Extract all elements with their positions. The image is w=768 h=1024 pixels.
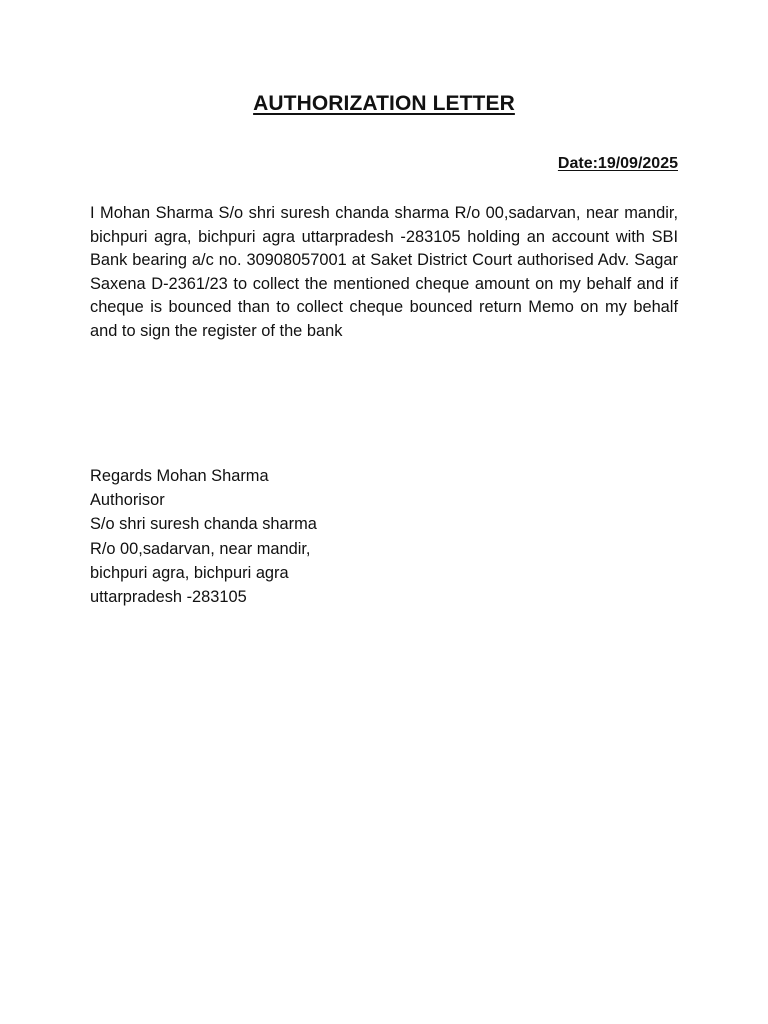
signature-address-line-2: bichpuri agra, bichpuri agra [90,563,289,582]
letter-date: Date:19/09/2025 [557,155,678,172]
signature-regards: Regards Mohan Sharma [90,467,269,485]
signature-relation: S/o shri suresh chanda sharma [90,515,317,534]
signature-address-line-1: R/o 00,sadarvan, near mandir, [90,539,311,558]
signature-role: Authorisor [90,491,165,510]
signature-block [90,464,490,609]
letter-title: AUTHORIZATION LETTER [253,92,515,115]
letter-body: I Mohan Sharma S/o shri suresh chanda sharma R/o 00,sadarvan, near mandir, bichpuri agra, bichpuri agra uttarpradesh -283105 holding an account with SBI Bank bearing a/c no. 30908057001 at Saket District Court authorised Adv. Sagar Saxena D-2361/23 to collect the mentioned cheque amount on my behalf and if cheque is bounced than to collect cheque bounced return Memo on my behalf and to sign the register of the bank [90,204,678,340]
signature-address-line-3: uttarpradesh -283105 [90,588,247,607]
